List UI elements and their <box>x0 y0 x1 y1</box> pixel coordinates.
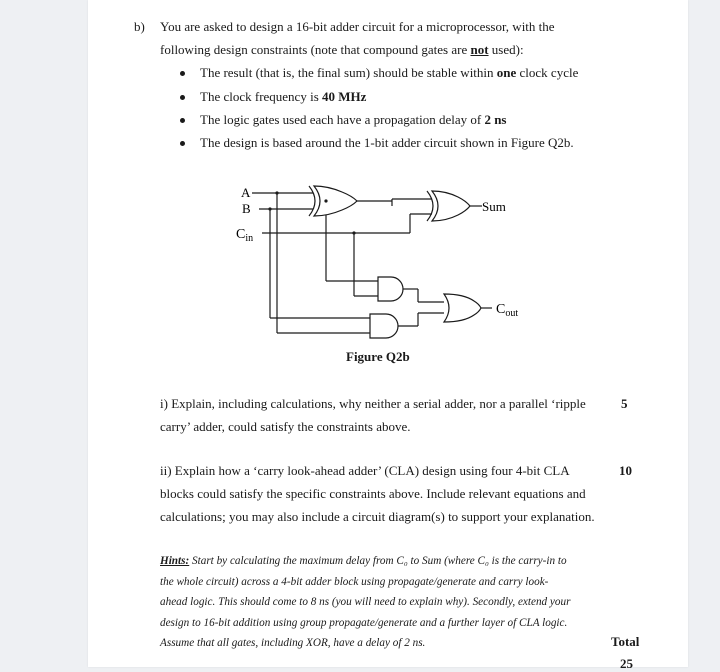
constraint-2: The clock frequency is 40 MHz <box>200 89 367 104</box>
part-ii-line-1: ii) Explain how a ‘carry look-ahead adder’ (CLA) design using four 4-bit CLA <box>160 463 570 478</box>
hints-line-1: Hints: Start by calculating the maximum delay from C₀ to Sum (where C₀ is the carry-in to <box>160 555 567 567</box>
part-ii-line-3: calculations; you may also include a circuit diagram(s) to support your explanation. <box>160 509 595 524</box>
label-sum: Sum <box>482 199 506 214</box>
xor-gate-1 <box>314 186 357 216</box>
xor-gate-2 <box>432 191 470 221</box>
hints-line-5: Assume that all gates, including XOR, have a delay of 2 ns. <box>160 637 426 649</box>
and-gate-2 <box>370 314 398 338</box>
hints-label: Hints: <box>160 555 190 567</box>
part-i-line-1: i) Explain, including calculations, why neither a serial adder, nor a parallel ‘ripple <box>160 396 586 411</box>
label-cout: $C_{out}$ <box>496 302 519 319</box>
hints-line-2: the whole circuit) across a 4-bit adder block using propagate/generate and carry look- <box>160 576 549 588</box>
question-label: b) <box>134 19 145 34</box>
hints-line-4: design to 16-bit addition using group propagate/generate and a further layer of CLA logic. <box>160 617 568 629</box>
hints-line-3: ahead logic. This should come to 8 ns (you will need to explain why). Secondly, extend your <box>160 596 571 608</box>
part-ii-marks: 10 <box>619 463 632 478</box>
total-value: 25 <box>620 656 633 671</box>
constraint-1: The result (that is, the final sum) should be stable within one clock cycle <box>200 65 579 80</box>
constraint-3: The logic gates used each have a propagation delay of 2 ns <box>200 112 507 127</box>
label-a: A <box>241 185 251 200</box>
or-gate <box>444 294 481 322</box>
constraint-4: The design is based around the 1-bit adder circuit shown in Figure Q2b. <box>200 135 574 150</box>
part-i-marks: 5 <box>621 396 628 411</box>
label-cin: $C_{in}$ <box>236 227 254 244</box>
xor-gate-1-back <box>309 186 315 216</box>
xor-gate-2-back <box>427 191 433 221</box>
intro-line-2: following design constraints (note that compound gates are not used): <box>160 42 524 57</box>
part-i-line-2: carry’ adder, could satisfy the constraints above. <box>160 419 411 434</box>
figure-caption: Figure Q2b <box>346 349 410 364</box>
label-b: B <box>242 201 251 216</box>
emphasis-not: not <box>470 42 489 57</box>
part-ii-line-2: blocks could satisfy the specific constraints above. Include relevant equations and <box>160 486 586 501</box>
total-label: Total <box>611 634 640 649</box>
intro-line-1: You are asked to design a 16-bit adder circuit for a microprocessor, with the <box>160 19 555 34</box>
and-gate-1 <box>378 277 403 301</box>
